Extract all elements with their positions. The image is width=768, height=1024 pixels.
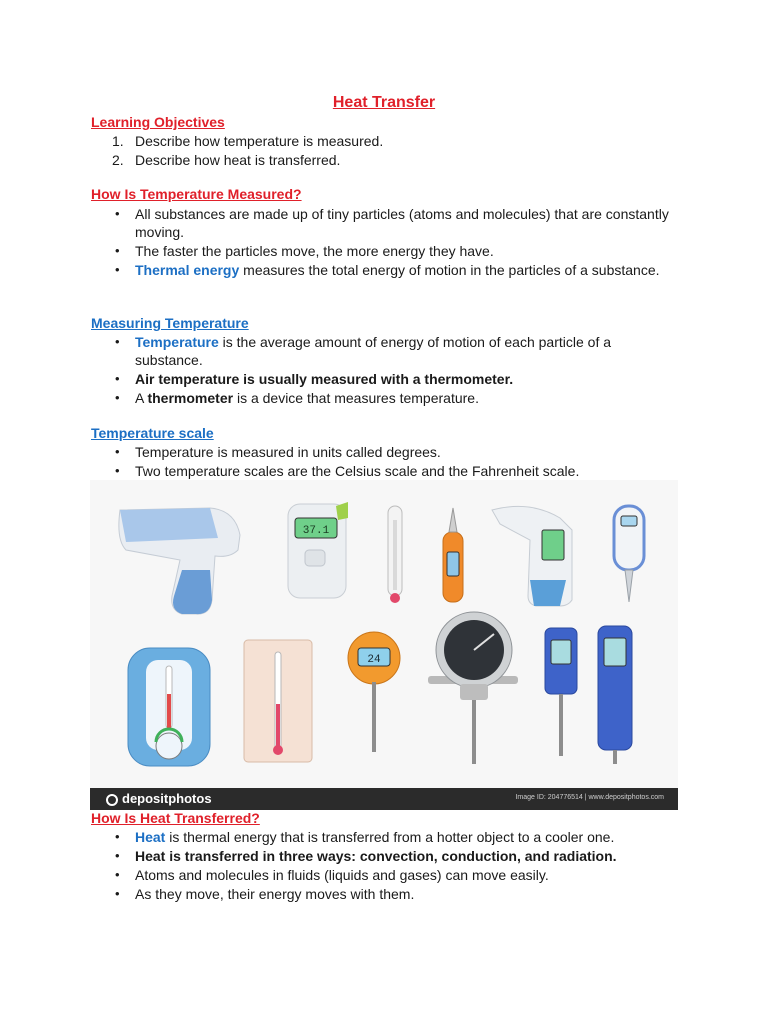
bullet-marker: • bbox=[115, 444, 120, 459]
list-item-text: The faster the particles move, the more energy they have. bbox=[135, 243, 494, 259]
list-item-text: is the average amount of energy of motion of each particle of a substance. bbox=[135, 334, 612, 368]
list-item bbox=[91, 847, 671, 865]
display-reading-1: 37.1 bbox=[302, 525, 330, 537]
bullet-marker: • bbox=[115, 390, 120, 405]
list-item bbox=[91, 242, 671, 260]
heading-how-temperature-measured: How Is Temperature Measured? bbox=[91, 186, 302, 202]
list-marker: 1. bbox=[112, 133, 124, 149]
bullet-marker: • bbox=[115, 262, 120, 277]
page-title: Heat Transfer bbox=[332, 94, 436, 111]
list-item-text: As they move, their energy moves with them. bbox=[135, 886, 415, 902]
thermometers-illustration bbox=[90, 480, 678, 788]
list-item-text: Air temperature is usually measured with a thermometer. bbox=[135, 371, 514, 387]
heading-learning-objectives: Learning Objectives bbox=[91, 114, 225, 130]
bullet-marker: • bbox=[115, 243, 120, 258]
list-item-text: Atoms and molecules in fluids (liquids and gases) can move easily. bbox=[135, 867, 549, 883]
logo-icon bbox=[106, 794, 118, 806]
term-thermal-energy: Thermal energy bbox=[135, 262, 240, 278]
list-item-text: Two temperature scales are the Celsius scale and the Fahrenheit scale. bbox=[135, 463, 580, 479]
list-item bbox=[91, 132, 671, 150]
list-item bbox=[91, 885, 671, 903]
list-item-text: measures the total energy of motion in the particles of a substance. bbox=[239, 262, 660, 278]
thermometers-photo bbox=[90, 480, 678, 810]
list-item bbox=[91, 462, 671, 480]
blue-digital-thermometer-icon bbox=[598, 626, 632, 764]
list-item bbox=[91, 151, 671, 169]
scale-list bbox=[91, 443, 671, 481]
glass-thermometer-icon bbox=[388, 506, 402, 603]
list-item bbox=[91, 261, 671, 279]
measured-list bbox=[91, 205, 671, 280]
watermark-bar bbox=[90, 788, 678, 810]
term-heat: Heat bbox=[135, 829, 166, 845]
bullet-marker: • bbox=[115, 886, 120, 901]
depositphotos-logo bbox=[106, 791, 212, 806]
celsius-fahrenheit-thermometer-icon bbox=[244, 640, 312, 762]
measuring-list bbox=[91, 333, 671, 408]
list-item-text: Heat is transferred in three ways: convection, conduction, and radiation. bbox=[135, 848, 617, 864]
transferred-list bbox=[91, 828, 671, 904]
logo-text: depositphotos bbox=[122, 791, 212, 806]
term-temperature: Temperature bbox=[135, 334, 219, 350]
wall-thermometer-icon bbox=[128, 648, 210, 766]
term-thermometer: thermometer bbox=[147, 390, 234, 406]
list-marker: 2. bbox=[112, 152, 124, 168]
bullet-marker: • bbox=[115, 867, 120, 882]
bullet-marker: • bbox=[115, 206, 120, 221]
image-id-text: Image ID: 204776514 | www.depositphotos.com bbox=[515, 794, 664, 801]
bullet-marker: • bbox=[115, 848, 120, 863]
list-item-text: A bbox=[135, 390, 148, 406]
bullet-marker: • bbox=[115, 371, 120, 386]
list-item bbox=[91, 389, 671, 407]
digital-thermometer-icon bbox=[288, 502, 348, 598]
list-item bbox=[91, 370, 671, 388]
list-item bbox=[91, 443, 671, 461]
objectives-list bbox=[91, 132, 671, 170]
bullet-marker: • bbox=[115, 463, 120, 478]
list-item bbox=[91, 205, 671, 241]
list-item bbox=[91, 866, 671, 884]
bullet-marker: • bbox=[115, 334, 120, 349]
list-item bbox=[91, 333, 671, 369]
heading-how-heat-transferred: How Is Heat Transferred? bbox=[91, 810, 260, 826]
list-item-text: is thermal energy that is transferred from a hotter object to a cooler one. bbox=[165, 829, 615, 845]
heading-temperature-scale: Temperature scale bbox=[91, 425, 214, 441]
heading-measuring-temperature: Measuring Temperature bbox=[91, 315, 249, 331]
display-reading-2: 24 bbox=[367, 654, 381, 666]
list-item-text: Describe how temperature is measured. bbox=[135, 133, 384, 149]
list-item-text: Temperature is measured in units called degrees. bbox=[135, 444, 441, 460]
list-item-text: All substances are made up of tiny particles (atoms and molecules) that are constantly moving. bbox=[135, 206, 669, 240]
bullet-marker: • bbox=[115, 829, 120, 844]
list-item bbox=[91, 828, 671, 846]
list-item-text: Describe how heat is transferred. bbox=[135, 152, 341, 168]
list-item-text: is a device that measures temperature. bbox=[233, 390, 479, 406]
